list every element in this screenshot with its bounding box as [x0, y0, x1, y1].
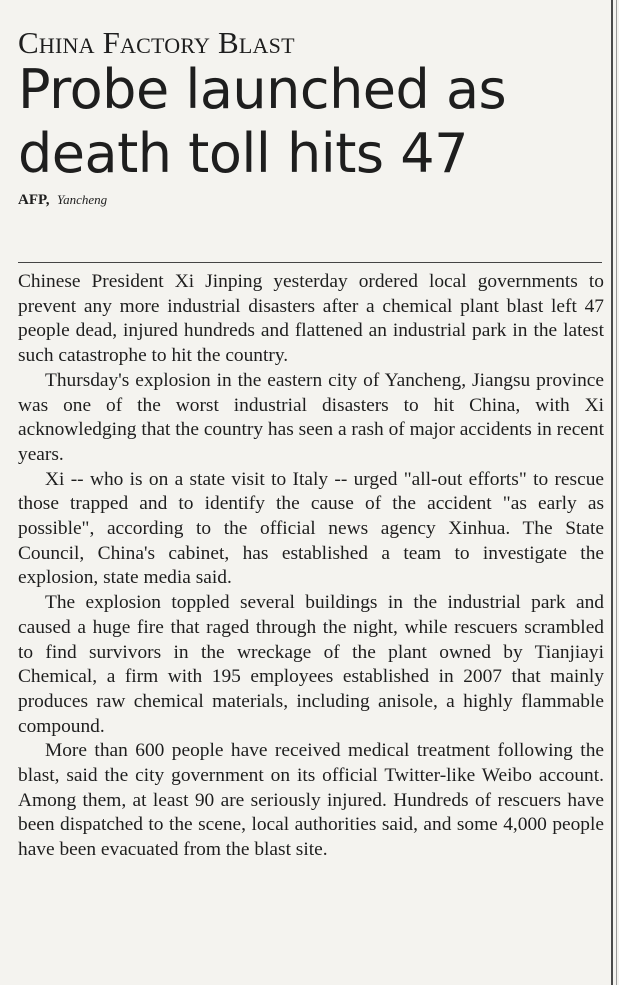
column-rule: [611, 0, 613, 985]
column-rule-inner: [616, 0, 617, 985]
byline-dateline: Yancheng: [57, 192, 108, 207]
paragraph-5: More than 600 people have received medical treatment following the blast, said the city government on its official Twitter-like Weibo account. Among them, at least 90 are seriously injured. Hundreds of rescuers have been dispatched to the scene, local authorities said, and some 4,000 people have been evacuated from the blast site.: [18, 740, 604, 861]
paragraph-3: Xi -- who is on a state visit to Italy -- urged "all-out efforts" to rescue those trapped and to identify the cause of the accident "as early as possible", according to the official news agency Xinhua. The State Council, China's cabinet, has established a team to investigate the explosion, state media said.: [18, 468, 604, 589]
paragraph-4: The explosion toppled several buildings in the industrial park and caused a huge fire that raged through the night, while rescuers scrambled to find survivors in the wreckage of the plant owned by Tianjiayi Chemical, a firm with 195 employees established in 2007 that mainly produces raw chemical materials, including anisole, a highly flammable compound.: [18, 592, 604, 737]
kicker: China Factory Blast: [18, 25, 295, 60]
byline-agency: AFP,: [18, 192, 50, 208]
headline: Probe launched as death toll hits 47: [18, 58, 507, 185]
byline: [18, 191, 604, 210]
article-header: [18, 26, 604, 210]
header-divider: [18, 262, 602, 263]
paragraph-2: Thursday's explosion in the eastern city of Yancheng, Jiangsu province was one of the worst industrial disasters to hit China, with Xi acknowledging that the country has seen a rash of major accidents in recent years.: [18, 369, 604, 465]
article-body: [18, 270, 604, 863]
paragraph-1: Chinese President Xi Jinping yesterday ordered local governments to prevent any more industrial disasters after a chemical plant blast left 47 people dead, injured hundreds and flattened an industrial park in the latest such catastrophe to hit the country.: [18, 271, 604, 367]
